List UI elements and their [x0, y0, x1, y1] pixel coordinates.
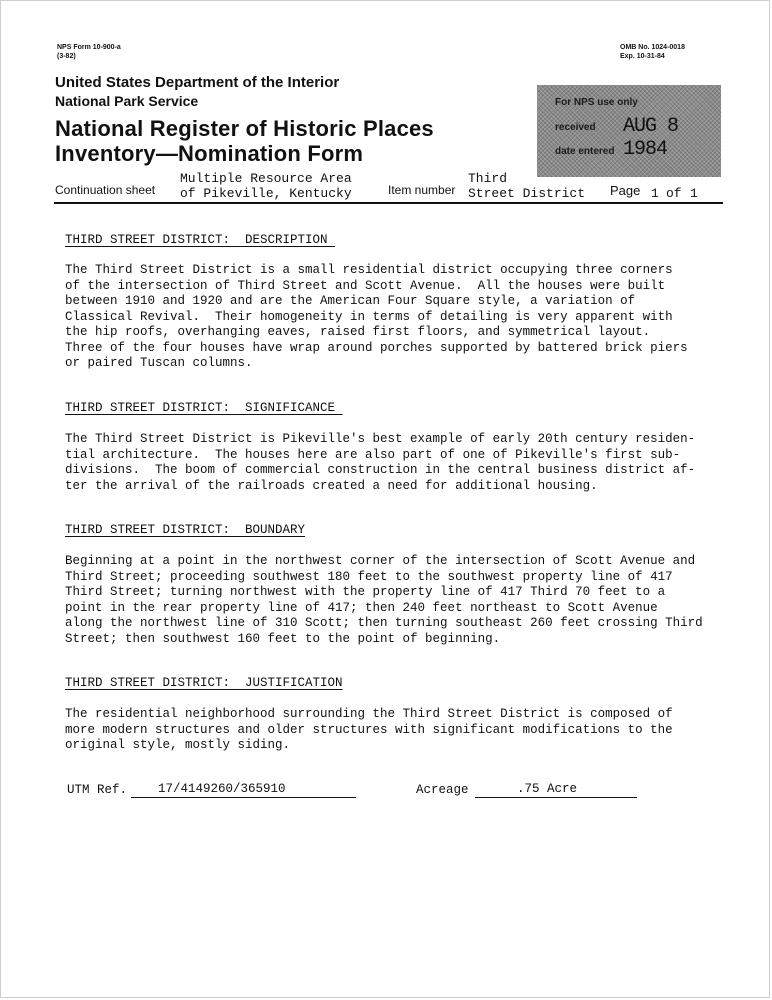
description-paragraph	[65, 263, 725, 372]
item-number-value-line2: Street District	[468, 186, 586, 201]
department-name: United States Department of the Interior	[55, 74, 340, 91]
paragraph-line: between 1910 and 1920 and are the American Four Square style, a variation of	[65, 294, 636, 308]
paragraph-line: or paired Tuscan columns.	[65, 356, 253, 370]
boundary-paragraph	[65, 554, 725, 647]
service-name: National Park Service	[55, 93, 199, 109]
paragraph-line: The Third Street District is a small residential district occupying three corners	[65, 263, 673, 277]
paragraph-line: Beginning at a point in the northwest corner of the intersection of Scott Avenue and	[65, 554, 696, 568]
boundary-heading: THIRD STREET DISTRICT: BOUNDARY	[65, 523, 306, 537]
paragraph-line: point in the rear property line of 417; then 240 feet northeast to Scott Avenue	[65, 600, 658, 615]
paragraph-line: Third Street; proceeding southwest 180 feet to the southwest property line of 417	[65, 569, 673, 584]
paragraph-line: Third Street; turning northwest with the property line of 417 Third 70 feet to a	[65, 585, 666, 599]
paragraph-line: more modern structures and older structures with significant modifications to the	[65, 722, 673, 737]
form-subtitle: Inventory—Nomination Form	[55, 141, 364, 166]
received-label: received	[555, 122, 596, 133]
paragraph-line: the hip roofs, overhanging eaves, raised first floors, and symmetrical layout.	[65, 325, 651, 339]
description-heading: THIRD STREET DISTRICT: DESCRIPTION	[65, 233, 336, 247]
page-number: 1	[651, 186, 659, 201]
form-revision-line: (3-82)	[57, 53, 76, 60]
utm-reference-value: 17/4149260/365910	[131, 782, 356, 798]
continuation-sheet-label: Continuation sheet	[55, 183, 156, 197]
page-total: 1	[690, 186, 698, 201]
significance-paragraph	[65, 432, 725, 494]
expiration-line: Exp. 10-31-84	[620, 53, 665, 60]
paragraph-line: Street; then southwest 160 feet to the point of beginning.	[65, 631, 501, 646]
omb-number	[620, 43, 685, 61]
page-of-text: of	[666, 186, 682, 201]
paragraph-line: ter the arrival of the railroads created a need for additional housing.	[65, 478, 598, 493]
continuation-value-line2: of Pikeville, Kentucky	[180, 186, 352, 201]
acreage-value: .75 Acre	[475, 782, 637, 798]
header-divider	[54, 202, 723, 204]
paragraph-line: tial architecture. The houses here are also part of one of Pikeville's first sub-	[65, 447, 681, 462]
item-number-value-line1: Third	[468, 171, 508, 186]
continuation-value-line1: Multiple Resource Area	[180, 171, 352, 186]
nps-use-only-stamp	[537, 85, 721, 177]
item-number-label: Item number	[388, 183, 456, 197]
paragraph-line: Three of the four houses have wrap around porches supported by battered brick piers	[65, 340, 688, 355]
significance-heading: THIRD STREET DISTRICT: SIGNIFICANCE	[65, 401, 343, 415]
page-label: Page	[610, 183, 641, 198]
paragraph-line: along the northwest line of 310 Scott; then turning southeast 260 feet crossing Third	[65, 616, 703, 630]
justification-paragraph	[65, 707, 725, 754]
justification-heading: THIRD STREET DISTRICT: JUSTIFICATION	[65, 676, 343, 690]
form-number-line: NPS Form 10-900-a	[57, 44, 121, 51]
paragraph-line: Classical Revival. Their homogeneity in terms of detailing is very apparent with	[65, 309, 673, 324]
paragraph-line: original style, mostly siding.	[65, 738, 291, 752]
omb-line: OMB No. 1024-0018	[620, 44, 685, 51]
paragraph-line: The Third Street District is Pikeville's best example of early 20th century residen-	[65, 432, 696, 446]
nps-use-only-label: For NPS use only	[555, 97, 638, 108]
paragraph-line: of the intersection of Third Street and Scott Avenue. All the houses were built	[65, 278, 666, 293]
acreage-label: Acreage	[416, 783, 469, 797]
received-date: AUG 8 1984	[623, 115, 679, 161]
paragraph-line: The residential neighborhood surrounding the Third Street District is composed of	[65, 707, 673, 721]
utm-reference-label: UTM Ref.	[67, 783, 128, 797]
date-entered-label: date entered	[555, 146, 615, 157]
form-title: National Register of Historic Places	[55, 116, 434, 141]
paragraph-line: divisions. The boom of commercial construction in the central business district af-	[65, 463, 696, 477]
form-number	[57, 43, 121, 61]
